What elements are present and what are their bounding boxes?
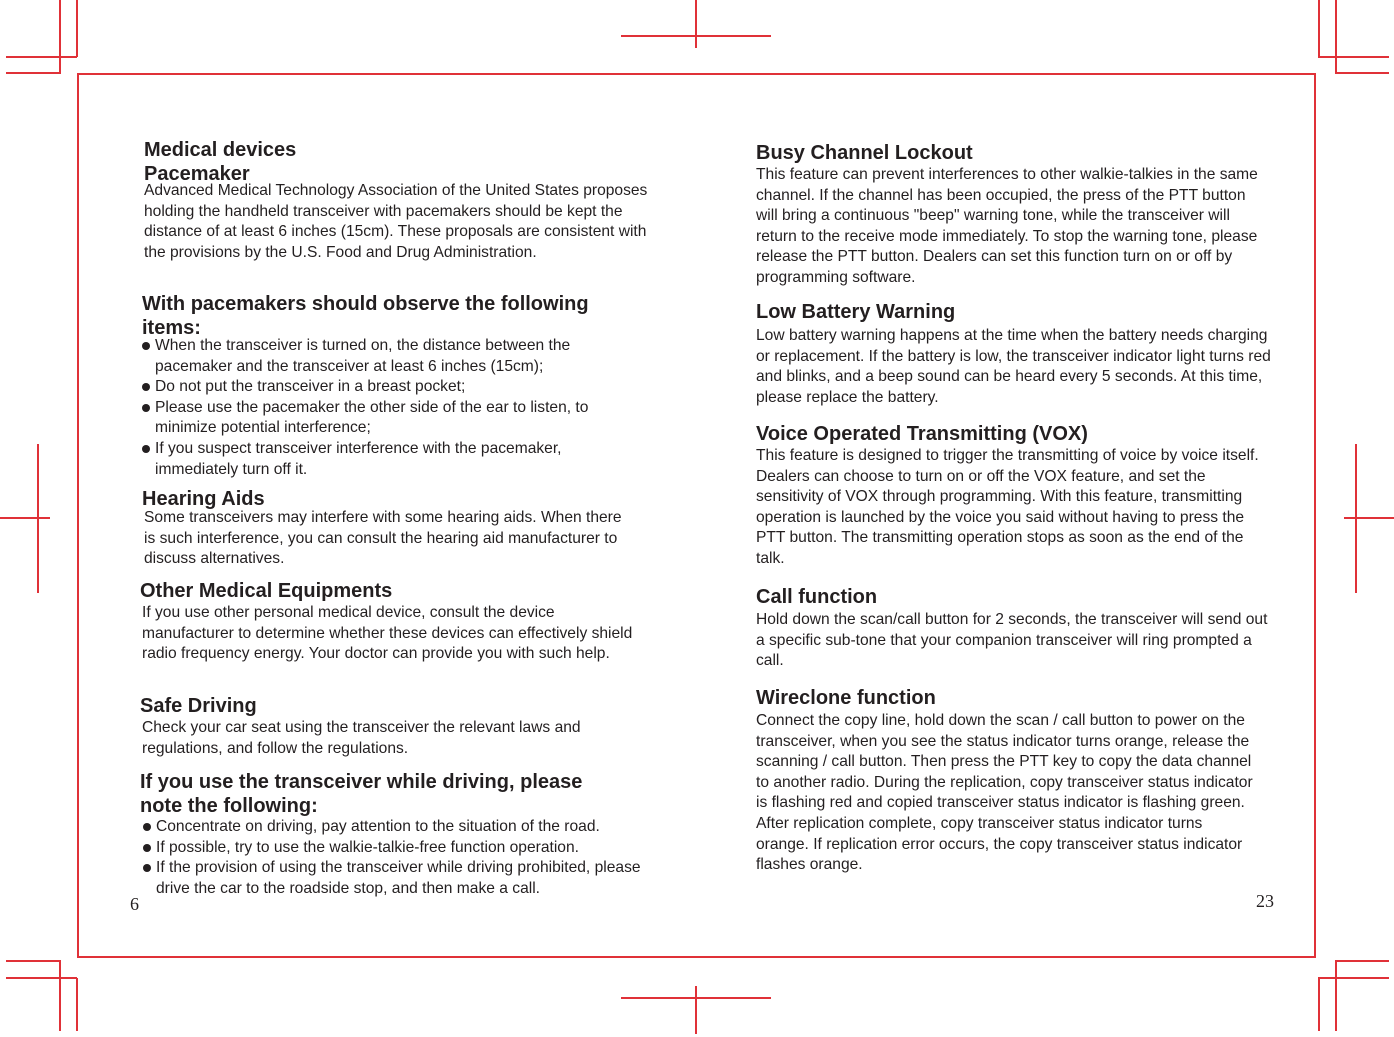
call-function-heading: Call function — [756, 586, 878, 608]
wireclone-text: Connect the copy line, hold down the scan / call button to power on the transceiver, when you see the status indicator turns orange, release the scanning / call button. Then press the PTT key to copy the data channel to another radio. During the replication, copy transceiver status indicator is flashing red and copied transceiver status indicator is flashing green. After replication complete, copy transceiver status indicator turns orange. If replication error occurs, the copy transceiver status indicator flashes orange. — [756, 712, 1253, 874]
bullet-icon — [143, 864, 151, 872]
call-function-text: Hold down the scan/call button for 2 seconds, the transceiver will send out a specific sub-tone that your companion transceiver will ring prompted a call. — [756, 611, 1268, 670]
low-battery-text: Low battery warning happens at the time when the battery needs charging or replacement. If the battery is low, the transceiver indicator light turns red and blinks, and a beep sound can be heard every 5 seconds. At this time, please replace the battery. — [756, 327, 1271, 406]
bullet-icon — [143, 823, 151, 831]
bullet-icon — [143, 844, 151, 852]
vox-text: This feature is designed to trigger the transmitting of voice by voice itself. Dealers can choose to turn on or off the VOX feature, and set the sensitivity of VOX through programming. With this feature, transmitting operation is launched by the voice you said without having to press the PTT button. The transmitting operation stops as soon as the end of the talk. — [756, 447, 1259, 567]
crop-mark — [6, 56, 77, 58]
other-medical-text: If you use other personal medical device, consult the device manufacturer to determine whether these devices can effectively shield radio frequency energy. Your doctor can provide you with such help. — [142, 604, 633, 663]
bullet-icon — [142, 404, 150, 412]
list-item: When the transceiver is turned on, the distance between the pacemaker and the transceiver at least 6 inches (15cm); — [142, 336, 632, 377]
other-medical-heading: Other Medical Equipments — [140, 580, 393, 602]
pacemaker-heading: Pacemaker — [144, 163, 250, 185]
crop-mark — [1335, 960, 1337, 1031]
busy-channel-text: This feature can prevent interferences to other walkie-talkies in the same channel. If the channel has been occupied, the press of the PTT button will bring a continuous "beep" warning tone, while the transceiver will return to the receive mode immediately. To stop the warning tone, please release the PTT button. Dealers can set this function turn on or off by programming software. — [756, 166, 1258, 286]
crop-mark — [6, 72, 60, 74]
crop-mark — [1318, 977, 1389, 979]
low-battery-heading: Low Battery Warning — [756, 301, 956, 323]
pacemaker-text: Advanced Medical Technology Association of the United States proposes holding the handheld transceiver with pacemakers should be kept the distance of at least 6 inches (15cm). These proposals are consistent with the provisions by the U.S. Food and Drug Administration. — [144, 182, 648, 261]
bullet-icon — [142, 445, 150, 453]
busy-channel-heading: Busy Channel Lockout — [756, 142, 973, 164]
crop-mark — [76, 0, 78, 57]
pacemaker-items-heading: With pacemakers should observe the following items: — [142, 293, 589, 339]
driving-items-list — [143, 817, 643, 899]
list-item: Please use the pacemaker the other side of the ear to listen, to minimize potential interference; — [142, 398, 632, 439]
crop-mark — [1335, 72, 1389, 74]
crop-mark — [1318, 56, 1389, 58]
crop-mark — [1318, 0, 1320, 57]
vox-heading: Voice Operated Transmitting (VOX) — [756, 423, 1088, 445]
crop-mark — [6, 977, 77, 979]
crop-mark — [6, 960, 60, 962]
wireclone-heading: Wireclone function — [756, 687, 936, 709]
crop-mark — [59, 0, 61, 74]
medical-devices-heading: Medical devices — [144, 139, 297, 161]
list-item: If the provision of using the transceiver while driving prohibited, please drive the car to the roadside stop, and then make a call. — [143, 858, 643, 899]
hearing-aids-heading: Hearing Aids — [142, 488, 265, 510]
driving-items-heading: If you use the transceiver while driving, please note the following: — [140, 771, 583, 817]
list-item: Concentrate on driving, pay attention to the situation of the road. — [143, 817, 643, 838]
crop-mark — [1335, 0, 1337, 74]
page-number-right: 23 — [1256, 891, 1274, 911]
registration-mark — [695, 986, 697, 1034]
crop-mark — [1318, 978, 1320, 1031]
registration-mark — [1355, 444, 1357, 593]
crop-mark — [76, 978, 78, 1031]
bullet-icon — [142, 342, 150, 350]
list-item: If possible, try to use the walkie-talkie-free function operation. — [143, 838, 643, 859]
registration-mark — [1344, 517, 1394, 519]
safe-driving-text: Check your car seat using the transceiver the relevant laws and regulations, and follow the regulations. — [142, 719, 581, 757]
pacemaker-items-list — [142, 336, 632, 480]
crop-mark — [59, 960, 61, 1031]
safe-driving-heading: Safe Driving — [140, 695, 257, 717]
hearing-aids-text: Some transceivers may interfere with some hearing aids. When there is such interference, you can consult the hearing aid manufacturer to discuss alternatives. — [144, 509, 622, 568]
list-item: If you suspect transceiver interference with the pacemaker, immediately turn off it. — [142, 439, 632, 480]
crop-mark — [1335, 960, 1389, 962]
page-number-left: 6 — [130, 894, 139, 914]
registration-mark — [37, 444, 39, 593]
registration-mark — [0, 517, 50, 519]
bullet-icon — [142, 383, 150, 391]
list-item: Do not put the transceiver in a breast pocket; — [142, 377, 632, 398]
registration-mark — [695, 0, 697, 48]
